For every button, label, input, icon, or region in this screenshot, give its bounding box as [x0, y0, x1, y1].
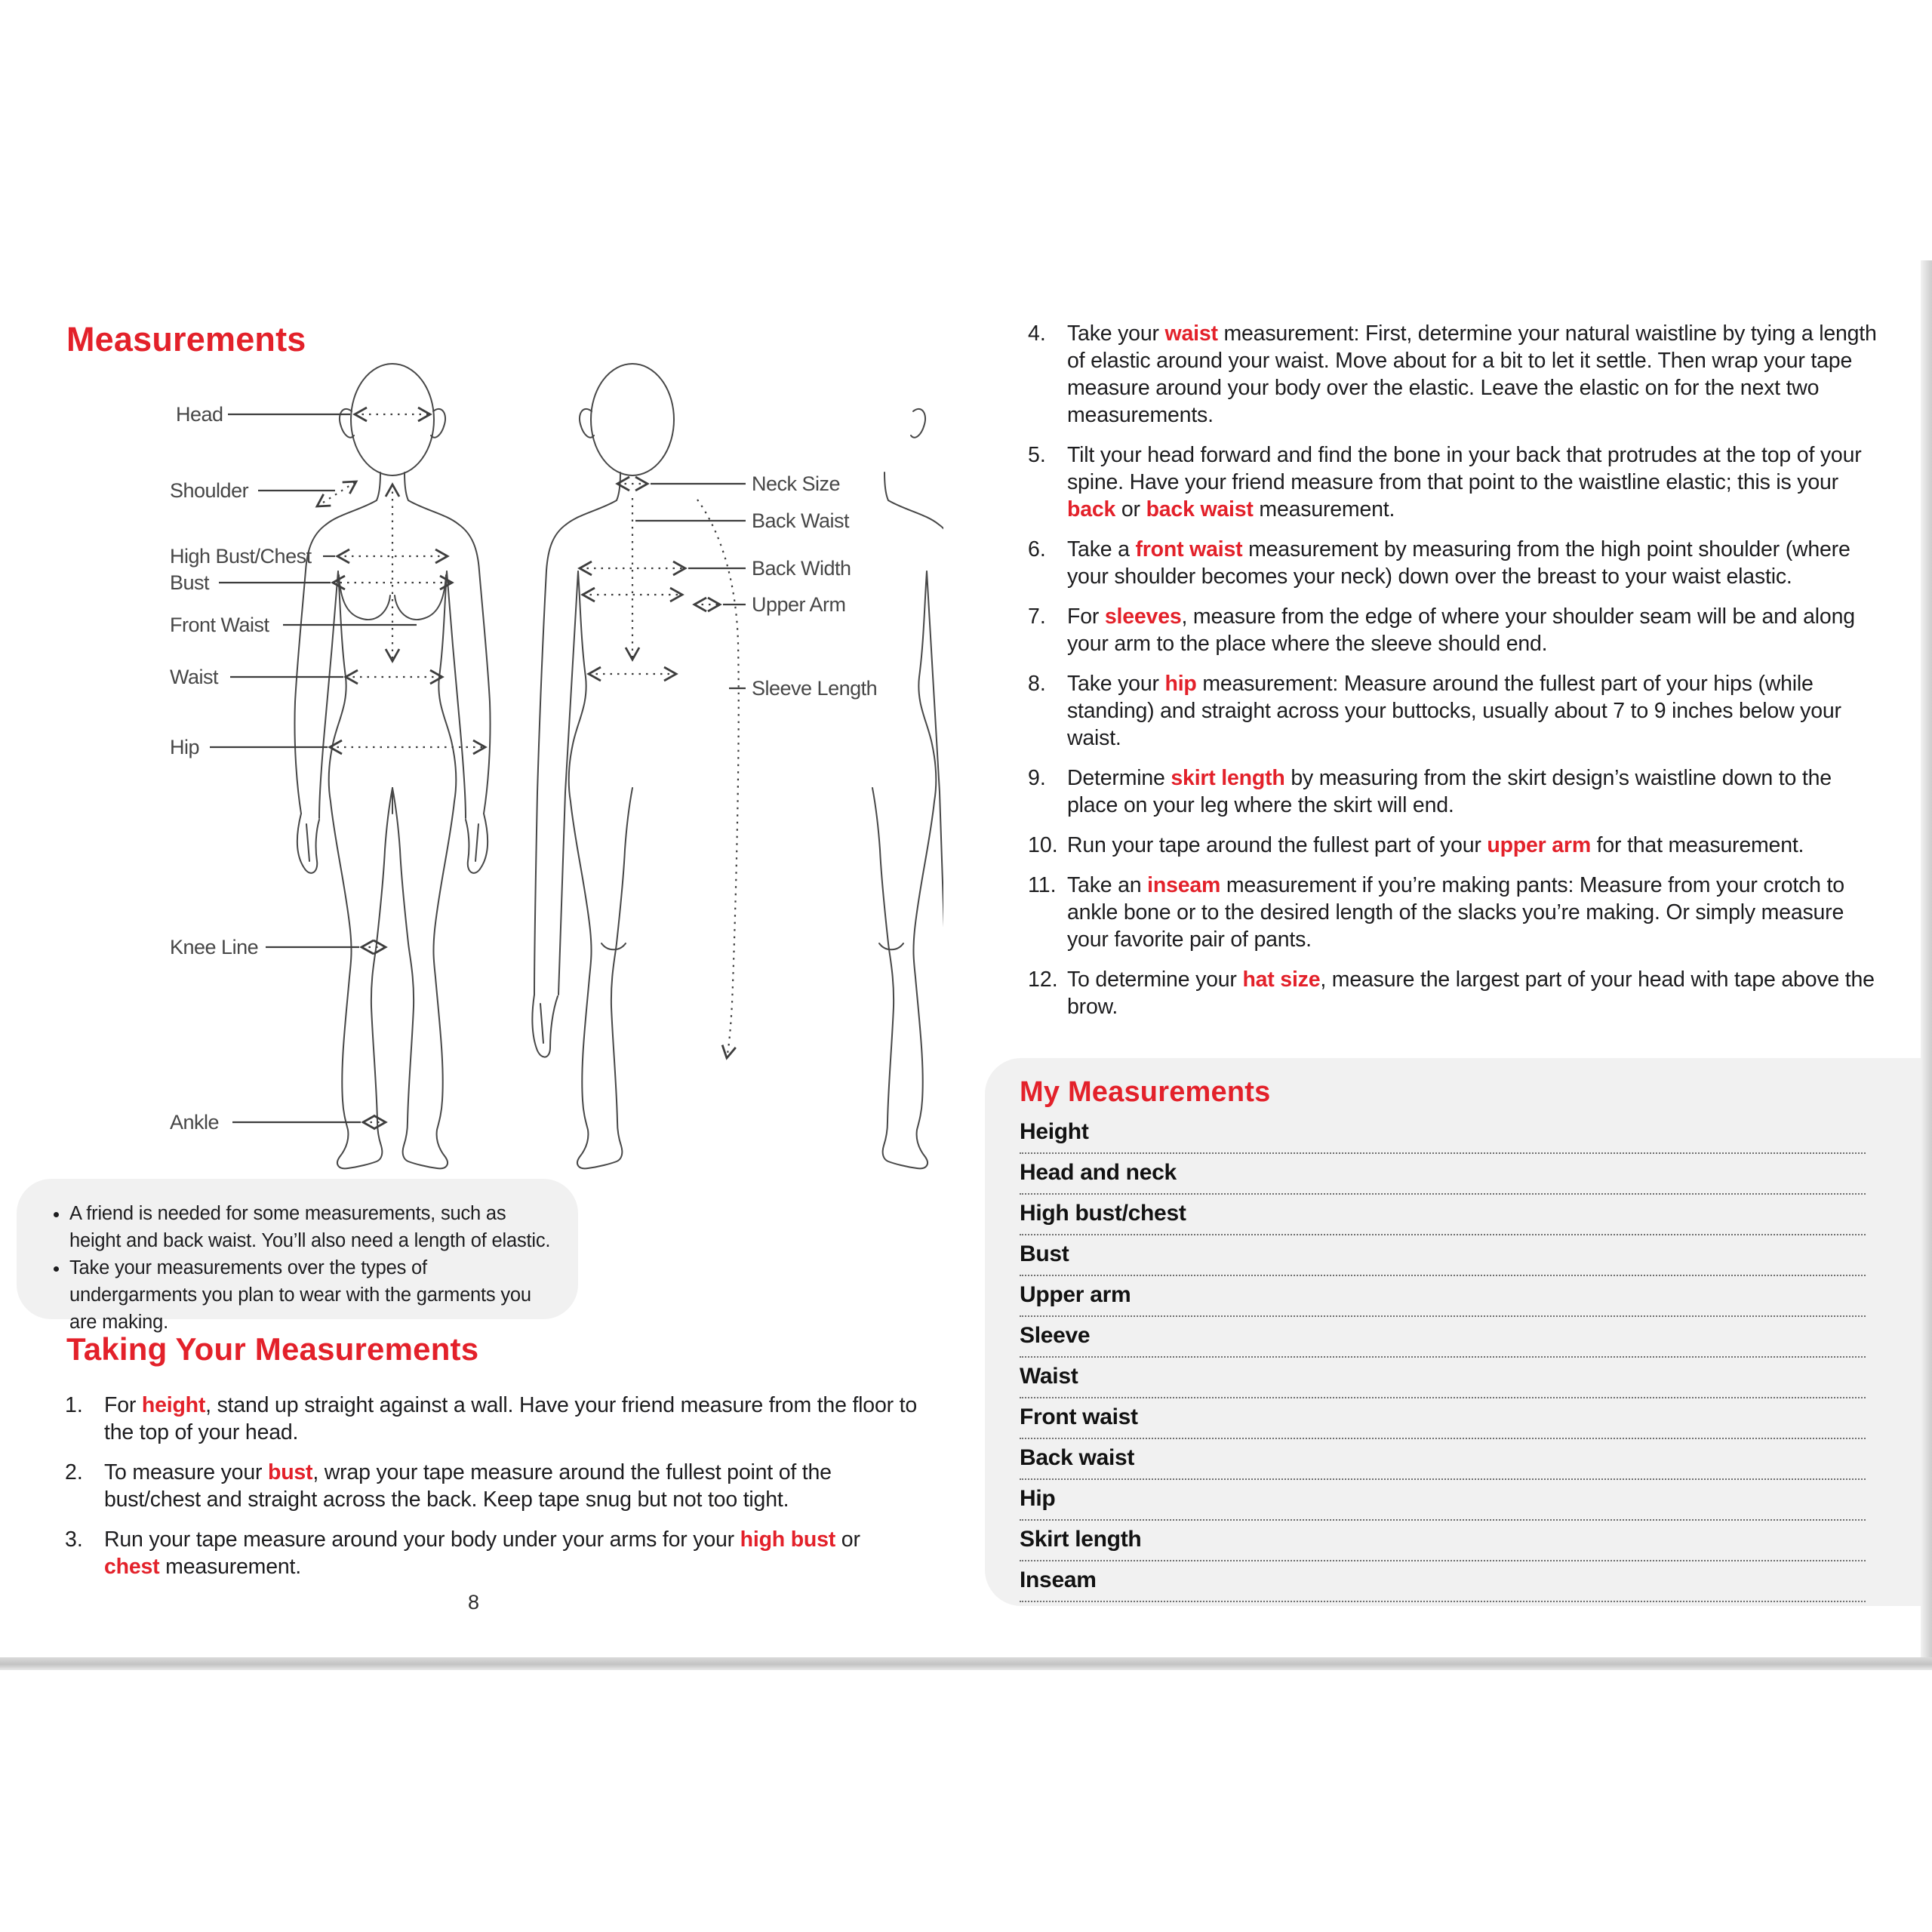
page-edge-shadow-right [1921, 260, 1932, 1657]
text-segment: Run your tape measure around your body under your arms for your [104, 1527, 740, 1552]
item-number: 2. [65, 1460, 83, 1484]
item-text [1067, 320, 1884, 429]
text-segment: measurement by measuring from the high point shoulder (where your shoulder becomes your neck) down over the breast to your waist elastic. [1067, 537, 1850, 589]
text-segment: Tilt your head forward and find the bone in your back that protrudes at the top of your spine. Have your friend measure from that point to the waistline elastic; this is your [1067, 443, 1862, 494]
back-figure-annotations [580, 472, 877, 1058]
figure-label-high-bust-chest: High Bust/Chest [170, 545, 312, 568]
figure-label-head: Head [176, 403, 223, 426]
item-text [1067, 764, 1884, 819]
highlight-term: hip [1164, 672, 1197, 696]
item-text [104, 1526, 918, 1580]
figure-label-back-width: Back Width [752, 557, 851, 580]
numbered-item [1028, 320, 1884, 429]
item-number: 8. [1028, 672, 1046, 696]
item-number: 4. [1028, 321, 1046, 346]
highlight-term: waist [1164, 321, 1218, 346]
measurement-row-label: Head and neck [1020, 1160, 1177, 1185]
note-box [17, 1179, 578, 1333]
figure-label-hip: Hip [170, 736, 200, 758]
measurement-row [1020, 1195, 1866, 1235]
my-measurements-box [985, 1058, 1932, 1606]
item-text [1067, 966, 1884, 1020]
text-segment: Take your [1067, 321, 1165, 346]
text-segment: measurement. [159, 1555, 301, 1579]
item-number: 9. [1028, 766, 1046, 790]
highlight-term: height [141, 1393, 206, 1417]
text-segment: , measure the largest part of your head with tape above the brow. [1067, 968, 1875, 1019]
measurement-row [1020, 1154, 1866, 1195]
text-segment: , stand up straight against a wall. Have your friend measure from the floor to the top of your head. [104, 1393, 917, 1444]
steps-list [65, 1392, 918, 1593]
measurement-row [1020, 1317, 1866, 1358]
text-segment: measurement if you’re making pants: Measure from your crotch to ankle bone or to the desired length of the slacks you’re making. Or simply measure your favorite pair of pants. [1067, 873, 1844, 952]
note-bullet: • A friend is needed for some measurements, such as height and back waist. You’ll also need a length of elastic. [69, 1200, 555, 1254]
measurement-row [1020, 1521, 1866, 1561]
item-text [1067, 872, 1884, 953]
item-number: 1. [65, 1393, 83, 1417]
text-segment: measurement: Measure around the fullest part of your hips (while standing) and straight across your buttocks, usually about 7 to 9 inches below your waist. [1067, 672, 1841, 750]
item-text [1067, 536, 1884, 590]
highlight-term: sleeves [1104, 605, 1182, 629]
item-number: 6. [1028, 537, 1046, 561]
measurement-row-label: Skirt length [1020, 1527, 1142, 1552]
highlight-term: hat size [1242, 968, 1321, 992]
text-segment: or [1115, 497, 1146, 521]
section-title-my-measurements: My Measurements [1020, 1076, 1271, 1108]
section-title-taking: Taking Your Measurements [66, 1331, 479, 1367]
highlight-term: skirt length [1171, 766, 1285, 790]
text-segment: measurement: First, determine your natural waistline by tying a length of elastic around your waist. Move about for a bit to let it settle. Then wrap your tape measure around your body over the elastic. Leave the elastic on for the next two measurements. [1067, 321, 1877, 427]
measurement-row-label: Hip [1020, 1486, 1056, 1511]
measurement-row-label: Back waist [1020, 1445, 1135, 1470]
text-segment: Determine [1067, 766, 1171, 790]
page-number: 8 [468, 1591, 480, 1614]
figure-label-waist: Waist [170, 666, 218, 688]
numbered-item [1028, 536, 1884, 590]
measurement-row [1020, 1235, 1866, 1276]
figure-label-knee-line: Knee Line [170, 936, 259, 958]
page-title: Measurements [66, 320, 306, 358]
numbered-item [1028, 670, 1884, 752]
highlight-term: back [1067, 497, 1116, 521]
text-segment: For [104, 1393, 142, 1417]
text-segment: for that measurement. [1590, 833, 1804, 857]
figure-label-shoulder: Shoulder [170, 479, 249, 502]
text-segment: by measuring from the skirt design’s waistline down to the place on your leg where the skirt will end. [1067, 766, 1832, 817]
item-text [104, 1392, 918, 1446]
text-segment: Take an [1067, 873, 1148, 897]
item-number: 5. [1028, 443, 1046, 467]
text-segment: or [835, 1527, 860, 1552]
measurement-row-label: Height [1020, 1119, 1089, 1144]
highlight-term: chest [104, 1555, 160, 1579]
text-segment: , measure from the edge of where your shoulder seam will be and along your arm to the place where the sleeve should end. [1067, 605, 1855, 656]
item-number: 12. [1028, 968, 1058, 992]
instructions-list [1028, 320, 1884, 1033]
my-measurements-rows [1020, 1113, 1866, 1602]
figure-label-back-waist: Back Waist [752, 509, 850, 532]
highlight-term: bust [267, 1460, 313, 1484]
item-text [1067, 832, 1804, 859]
numbered-item [1028, 872, 1884, 953]
figure-label-bust: Bust [170, 571, 210, 594]
measurement-row [1020, 1113, 1866, 1154]
figure-label-ankle: Ankle [170, 1111, 220, 1134]
measurement-row-label: Upper arm [1020, 1282, 1131, 1307]
figure-label-upper-arm: Upper Arm [752, 593, 846, 616]
measurement-row [1020, 1358, 1866, 1398]
numbered-item [1028, 441, 1884, 523]
text-segment: Take a [1067, 537, 1136, 561]
page-edge-shadow-bottom [0, 1657, 1932, 1670]
text-segment: Run your tape around the fullest part of your [1067, 833, 1487, 857]
measurement-row [1020, 1276, 1866, 1317]
measurement-row [1020, 1480, 1866, 1521]
measurement-row [1020, 1561, 1866, 1602]
measurement-diagram [0, 355, 943, 1192]
numbered-item [65, 1392, 918, 1446]
figure-label-sleeve-length: Sleeve Length [752, 677, 878, 700]
text-segment: Take your [1067, 672, 1165, 696]
item-text [1067, 441, 1884, 523]
measurement-row-label: Bust [1020, 1241, 1069, 1266]
text-segment: measurement. [1253, 497, 1395, 521]
numbered-item [1028, 603, 1884, 657]
highlight-term: back waist [1146, 497, 1254, 521]
item-text [1067, 670, 1884, 752]
item-text [1067, 603, 1884, 657]
item-number: 10. [1028, 833, 1058, 857]
highlight-term: front waist [1135, 537, 1243, 561]
measurement-row-label: Waist [1020, 1364, 1078, 1389]
measurement-row-label: Front waist [1020, 1404, 1138, 1429]
item-number: 3. [65, 1527, 83, 1552]
measurement-row-label: High bust/chest [1020, 1201, 1186, 1226]
numbered-item [1028, 764, 1884, 819]
note-bullet: • Take your measurements over the types of undergarments you plan to wear with the garments you are making. [69, 1254, 555, 1336]
text-segment: To determine your [1067, 968, 1243, 992]
item-number: 7. [1028, 605, 1046, 629]
text-segment: To measure your [104, 1460, 268, 1484]
measurement-row [1020, 1439, 1866, 1480]
highlight-term: inseam [1147, 873, 1221, 897]
note-bullet-list [48, 1200, 555, 1336]
measurement-row [1020, 1398, 1866, 1439]
highlight-term: high bust [740, 1527, 836, 1552]
text-segment: For [1067, 605, 1105, 629]
figure-label-neck-size: Neck Size [752, 472, 841, 495]
text-segment: , wrap your tape measure around the fullest point of the bust/chest and straight across the back. Keep tape snug but not too tight. [104, 1460, 832, 1512]
numbered-item [1028, 832, 1884, 859]
numbered-item [1028, 966, 1884, 1020]
figure-label-front-waist: Front Waist [170, 614, 269, 636]
numbered-item [65, 1459, 918, 1513]
front-figure [294, 364, 490, 1168]
measurement-row-label: Inseam [1020, 1567, 1097, 1592]
item-number: 11. [1028, 873, 1057, 897]
highlight-term: upper arm [1487, 833, 1591, 857]
measurement-row-label: Sleeve [1020, 1323, 1091, 1348]
numbered-item [65, 1526, 918, 1580]
item-text [104, 1459, 918, 1513]
